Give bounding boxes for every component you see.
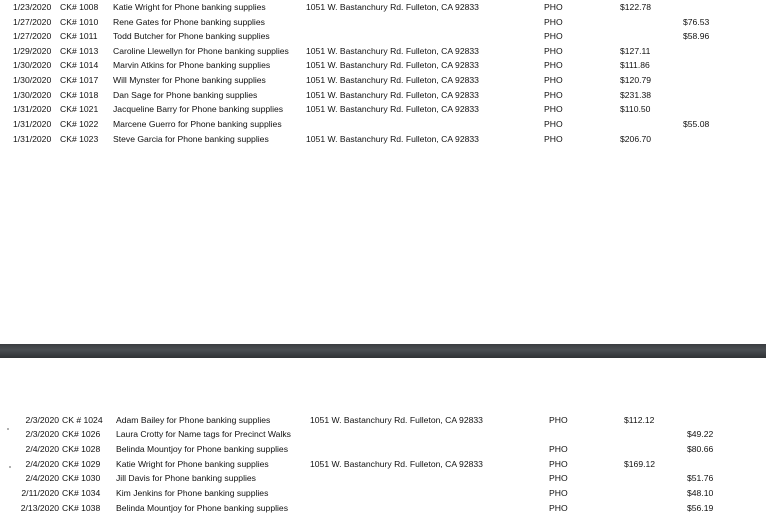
code-cell: PHO: [544, 75, 563, 85]
check-number-cell: CK# 1029: [62, 459, 101, 469]
table-row: [0, 29, 766, 43]
code-cell: PHO: [544, 104, 563, 114]
date-cell: 1/30/2020: [13, 90, 52, 100]
date-cell: 1/27/2020: [13, 31, 52, 41]
date-cell: 2/3/2020: [25, 415, 59, 425]
code-cell: PHO: [544, 90, 563, 100]
check-number-cell: CK # 1024: [62, 415, 103, 425]
table-row: [0, 102, 766, 116]
description-cell: Jacqueline Barry for Phone banking supplies: [113, 104, 284, 114]
amount-cell: $231.38: [620, 90, 652, 100]
address-cell: 1051 W. Bastanchury Rd. Fulleton, CA 92833: [306, 60, 479, 70]
code-cell: PHO: [549, 459, 568, 469]
amount-cell-secondary: $51.76: [687, 473, 714, 483]
amount-cell: $111.86: [620, 60, 650, 70]
description-cell: Marcene Guerro for Phone banking supplies: [113, 119, 282, 129]
amount-cell-secondary: $58.96: [683, 31, 710, 41]
date-cell: 1/31/2020: [13, 119, 52, 129]
address-cell: 1051 W. Bastanchury Rd. Fulleton, CA 92833: [306, 46, 479, 56]
code-cell: PHO: [549, 503, 568, 513]
check-number-cell: CK# 1008: [60, 2, 99, 12]
date-cell: 1/27/2020: [13, 17, 52, 27]
description-cell: Belinda Mountjoy for Phone banking supplies: [116, 503, 288, 513]
check-number-cell: CK# 1013: [60, 46, 99, 56]
amount-cell: $206.70: [620, 134, 652, 144]
date-cell: 2/13/2020: [20, 503, 59, 513]
description-cell: Todd Butcher for Phone banking supplies: [113, 31, 270, 41]
description-cell: Dan Sage for Phone banking supplies: [113, 90, 258, 100]
description-cell: Steve Garcia for Phone banking supplies: [113, 134, 269, 144]
date-cell: 2/4/2020: [25, 473, 59, 483]
description-cell: Jill Davis for Phone banking supplies: [116, 473, 256, 483]
check-number-cell: CK# 1011: [60, 31, 98, 41]
table-row: [0, 132, 766, 146]
table-row: [0, 73, 766, 87]
description-cell: Kim Jenkins for Phone banking supplies: [116, 488, 269, 498]
description-cell: Adam Bailey for Phone banking supplies: [116, 415, 271, 425]
amount-cell-secondary: $49.22: [687, 429, 714, 439]
table-row: [0, 457, 766, 471]
table-row: [0, 427, 766, 441]
check-number-cell: CK# 1014: [60, 60, 99, 70]
amount-cell-secondary: $76.53: [683, 17, 710, 27]
date-cell: 2/4/2020: [25, 444, 59, 454]
date-cell: 2/3/2020: [25, 429, 59, 439]
description-cell: Belinda Mountjoy for Phone banking supplies: [116, 444, 288, 454]
address-cell: 1051 W. Bastanchury Rd. Fulleton, CA 92833: [306, 134, 479, 144]
code-cell: PHO: [544, 17, 563, 27]
table-row: [0, 471, 766, 485]
address-cell: 1051 W. Bastanchury Rd. Fulleton, CA 92833: [306, 90, 479, 100]
description-cell: Rene Gates for Phone banking supplies: [113, 17, 265, 27]
amount-cell-secondary: $48.10: [687, 488, 714, 498]
description-cell: Caroline Llewellyn for Phone banking supplies: [113, 46, 289, 56]
table-row: [0, 442, 766, 456]
date-cell: 1/30/2020: [13, 60, 52, 70]
amount-cell-secondary: $55.08: [683, 119, 710, 129]
code-cell: PHO: [549, 415, 568, 425]
page-divider: [0, 344, 766, 358]
code-cell: PHO: [549, 488, 568, 498]
code-cell: PHO: [544, 46, 563, 56]
amount-cell-secondary: $56.19: [687, 503, 714, 513]
address-cell: 1051 W. Bastanchury Rd. Fulleton, CA 92833: [310, 415, 483, 425]
amount-cell: $110.50: [620, 104, 651, 114]
amount-cell: $169.12: [624, 459, 656, 469]
date-cell: 1/31/2020: [13, 134, 52, 144]
table-row: [0, 413, 766, 427]
code-cell: PHO: [544, 2, 563, 12]
table-row: [0, 44, 766, 58]
table-row: [0, 486, 766, 500]
date-cell: 1/30/2020: [13, 75, 52, 85]
description-cell: Will Mynster for Phone banking supplies: [113, 75, 266, 85]
check-number-cell: CK# 1028: [62, 444, 101, 454]
description-cell: Katie Wright for Phone banking supplies: [113, 2, 266, 12]
table-row: [0, 88, 766, 102]
amount-cell: $112.12: [624, 415, 655, 425]
check-number-cell: CK# 1030: [62, 473, 101, 483]
check-number-cell: CK# 1023: [60, 134, 99, 144]
code-cell: PHO: [549, 444, 568, 454]
date-cell: 1/31/2020: [13, 104, 52, 114]
address-cell: 1051 W. Bastanchury Rd. Fulleton, CA 92833: [306, 104, 479, 114]
description-cell: Katie Wright for Phone banking supplies: [116, 459, 269, 469]
table-row: [0, 0, 766, 14]
document-page-bottom: [0, 358, 766, 520]
amount-cell: $122.78: [620, 2, 652, 12]
code-cell: PHO: [544, 31, 563, 41]
code-cell: PHO: [549, 473, 568, 483]
address-cell: 1051 W. Bastanchury Rd. Fulleton, CA 92833: [310, 459, 483, 469]
description-cell: Laura Crotty for Name tags for Precinct Walks: [116, 429, 291, 439]
description-cell: Marvin Atkins for Phone banking supplies: [113, 60, 271, 70]
check-number-cell: CK# 1026: [62, 429, 101, 439]
date-cell: 1/29/2020: [13, 46, 52, 56]
code-cell: PHO: [544, 119, 563, 129]
table-row: [0, 501, 766, 515]
check-number-cell: CK# 1038: [62, 503, 101, 513]
check-number-cell: CK# 1022: [60, 119, 99, 129]
amount-cell: $127.11: [620, 46, 651, 56]
date-cell: 1/23/2020: [13, 2, 52, 12]
code-cell: PHO: [544, 134, 563, 144]
amount-cell: $120.79: [620, 75, 652, 85]
check-number-cell: CK# 1018: [60, 90, 99, 100]
check-number-cell: CK# 1017: [60, 75, 99, 85]
table-row: [0, 58, 766, 72]
check-number-cell: CK# 1021: [60, 104, 99, 114]
address-cell: 1051 W. Bastanchury Rd. Fulleton, CA 92833: [306, 75, 479, 85]
check-number-cell: CK# 1034: [62, 488, 101, 498]
check-number-cell: CK# 1010: [60, 17, 99, 27]
date-cell: 2/4/2020: [25, 459, 59, 469]
address-cell: 1051 W. Bastanchury Rd. Fulleton, CA 92833: [306, 2, 479, 12]
date-cell: 2/11/2020: [21, 488, 59, 498]
table-row: [0, 15, 766, 29]
table-row: [0, 117, 766, 131]
amount-cell-secondary: $80.66: [687, 444, 714, 454]
code-cell: PHO: [544, 60, 563, 70]
